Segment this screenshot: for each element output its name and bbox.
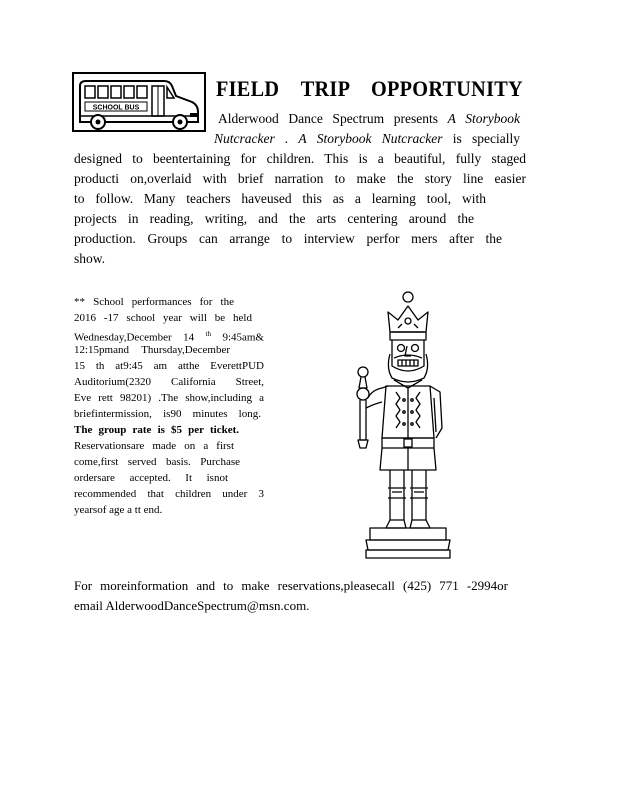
- intro-line-1: Alderwood Dance Spectrum presents A Storybook: [218, 111, 520, 126]
- intro-line-5: to follow. Many teachers haveused this as a learning tool, with: [74, 191, 486, 206]
- intro-line-4: producti on,overlaid with brief narration to make the story line easier: [74, 171, 526, 186]
- details-line: 12:15pmand Thursday,December: [74, 344, 230, 356]
- details-line: ordersare accepted. It isnot: [74, 472, 228, 484]
- details-line: ** School performances for the: [74, 296, 234, 308]
- details-line: Reservationsare made on a first: [74, 440, 234, 452]
- nutcracker-illustration: [352, 288, 452, 562]
- details-line: Eve rett 98201) .The show,including a: [74, 392, 264, 404]
- details-line: 15 th at9:45 am atthe EverettPUD: [74, 360, 264, 372]
- contact-line-2: email AlderwoodDanceSpectrum@msn.com.: [74, 598, 310, 613]
- page-title: FIELD TRIP OPPORTUNITY: [216, 76, 523, 101]
- contact-line-1: For moreinformation and to make reservations,pleasecall (425) 771 -2994or: [74, 578, 508, 593]
- school-bus-illustration: [72, 72, 206, 132]
- details-line: yearsof age a tt end.: [74, 504, 163, 516]
- details-line: 2016 -17 school year will be held: [74, 312, 252, 324]
- details-line-group-rate: The group rate is $5 per ticket.: [74, 424, 239, 436]
- details-line: Auditorium(2320 California Street,: [74, 376, 264, 388]
- details-line: come,first served basis. Purchase: [74, 456, 240, 468]
- details-line: Wednesday,December 14 $^{th}$ 9:45am&: [74, 330, 264, 344]
- details-line: recommended that children under 3: [74, 488, 264, 500]
- intro-line-6: projects in reading, writing, and the arts centering around the: [74, 211, 474, 226]
- details-line: briefintermission, is90 minutes long.: [74, 408, 261, 420]
- intro-line-3: designed to beentertaining for children. This is a beautiful, fully staged: [74, 151, 526, 166]
- bus-sign-text: SCHOOL BUS: [92, 104, 140, 112]
- intro-line-7: production. Groups can arrange to interview perfor mers after the: [74, 231, 502, 246]
- intro-line-8: show.: [74, 251, 106, 266]
- intro-line-2: Nutcracker . A Storybook Nutcracker is specially: [214, 131, 520, 146]
